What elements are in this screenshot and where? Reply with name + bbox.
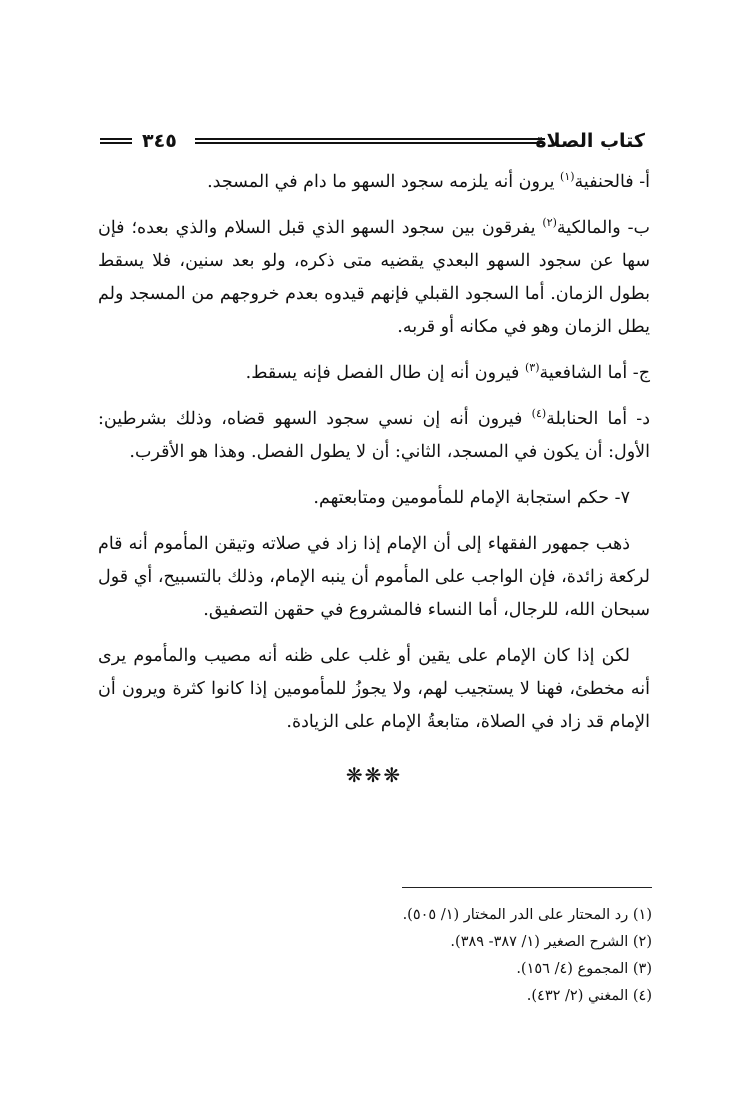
paragraph-lead: أ- فالحنفية — [574, 172, 650, 192]
footnote-rule — [402, 887, 652, 888]
header-rule — [195, 138, 545, 144]
paragraph-hanafi — [98, 166, 650, 199]
header-rule-left — [100, 138, 132, 144]
section-heading: ٧- حكم استجابة الإمام للمأمومين ومتابعتهم. — [313, 488, 630, 508]
paragraph-lead: د- أما الحنابلة — [546, 409, 650, 429]
footnotes — [100, 902, 652, 1010]
section-separator: ❋❋❋ — [345, 763, 403, 787]
footnote: (٤) المغني (٢/ ٤٣٢). — [526, 988, 652, 1004]
page-number: ٣٤٥ — [142, 130, 177, 152]
body-paragraph: لكن إذا كان الإمام على يقين أو غلب على ظنه أنه مصيب والمأموم يرى أنه مخطئ، فهنا لا يستجيب لهم، ولا يجوزُ للمأمومين إذا كانوا كثرة ويرون أن الإمام قد زاد في الصلاة، متابعةُ الإمام على الزيادة. — [98, 646, 650, 732]
paragraph-maliki — [98, 212, 650, 344]
footnote-ref[interactable]: (٢) — [542, 216, 557, 230]
book-title: كتاب الصلاة — [535, 130, 645, 152]
paragraph-lead: ب- والمالكية — [556, 218, 650, 238]
paragraph-hanbali — [98, 403, 650, 469]
running-header — [100, 124, 645, 158]
paragraph-text: فيرون أنه إن طال الفصل فإنه يسقط. — [245, 363, 525, 383]
paragraph-text: يفرقون بين سجود السهو الذي قبل السلام والذي بعده؛ فإن سها عن سجود السهو البعدي يقضيه متى ذكره، ولو بعد سنين، فلا يسقط بطول الزمان. أما السجود القبلي فإنهم قيدوه بعدم خروجهم من المسجد ولم يطل الزمان وهو في مكانه أو قربه. — [98, 218, 650, 337]
footnote-ref[interactable]: (١) — [560, 170, 575, 184]
footnote: (٣) المجموع (٤/ ١٥٦). — [516, 961, 652, 977]
footnote-ref[interactable]: (٣) — [524, 361, 540, 375]
footnote: (٢) الشرح الصغير (١/ ٣٨٧- ٣٨٩). — [450, 934, 652, 950]
paragraph-text: يرون أنه يلزمه سجود السهو ما دام في المسجد. — [207, 172, 561, 192]
footnote: (١) رد المحتار على الدر المختار (١/ ٥٠٥). — [402, 907, 652, 923]
main-text — [98, 166, 650, 792]
paragraph-lead: ج- أما الشافعية — [539, 363, 650, 383]
paragraph-shafii — [98, 357, 650, 390]
footnote-ref[interactable]: (٤) — [531, 407, 547, 421]
paragraph-text: فيرون أنه إن نسي سجود السهو قضاه، وذلك بشرطين: الأول: أن يكون في المسجد، الثاني: أن لا يطول الفصل. وهذا هو الأقرب. — [98, 409, 650, 462]
body-paragraph: ذهب جمهور الفقهاء إلى أن الإمام إذا زاد في صلاته وتيقن المأموم أنه قام لركعة زائدة، فإن الواجب على المأموم أن ينبه الإمام، وذلك بالتسبيح، أي قول سبحان الله، للرجال، أما النساء فالمشروع في حقهن التصفيق. — [98, 534, 650, 620]
